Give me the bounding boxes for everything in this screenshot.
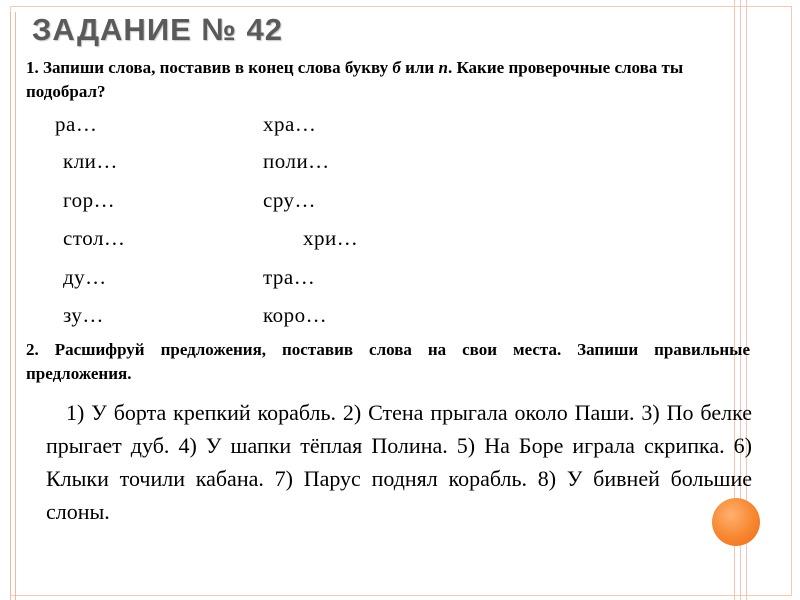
word-right: хри… bbox=[303, 226, 359, 250]
word-left: ду… bbox=[63, 265, 107, 289]
word-right: коро… bbox=[263, 303, 328, 327]
word-right: поли… bbox=[263, 149, 330, 173]
task-1-text-b: . Какие проверочные слова ты подобрал? bbox=[26, 58, 684, 101]
task-1-text-a: Запиши слова, поставив в конец слова букву bbox=[38, 58, 393, 77]
word-left: стол… bbox=[63, 226, 126, 250]
decorative-orange-circle bbox=[712, 498, 760, 546]
word-left: гор… bbox=[63, 188, 116, 212]
task-2-sentences: 1) У борта крепкий корабль. 2) Стена прыгала около Паши. 3) По белке прыгает дуб. 4) У шапки тёплая Полина. 5) На Боре играла скрипка. 6) Клыки точили кабана. 7) Парус поднял корабль. 8) У бивней большие слоны. bbox=[46, 400, 752, 524]
task-1-text-or: или bbox=[400, 58, 439, 77]
word-left: ра… bbox=[55, 112, 98, 136]
word-right: сру… bbox=[263, 188, 317, 212]
task-1-instruction bbox=[26, 56, 716, 104]
word-left: зу… bbox=[63, 303, 104, 327]
letter-p: п bbox=[438, 58, 448, 77]
task-1-number: 1. bbox=[26, 58, 39, 77]
letter-b: б bbox=[392, 58, 401, 77]
task-2-instruction: 2. Расшифруй предложения, поставив слова на свои места. Запиши правильные предложения. bbox=[26, 340, 750, 383]
word-left: кли… bbox=[63, 149, 118, 173]
slide-title: ЗАДАНИЕ № 42 bbox=[32, 12, 284, 47]
slide-left-border bbox=[10, 12, 16, 600]
word-right: тра… bbox=[263, 265, 316, 289]
word-right: хра… bbox=[263, 112, 317, 136]
